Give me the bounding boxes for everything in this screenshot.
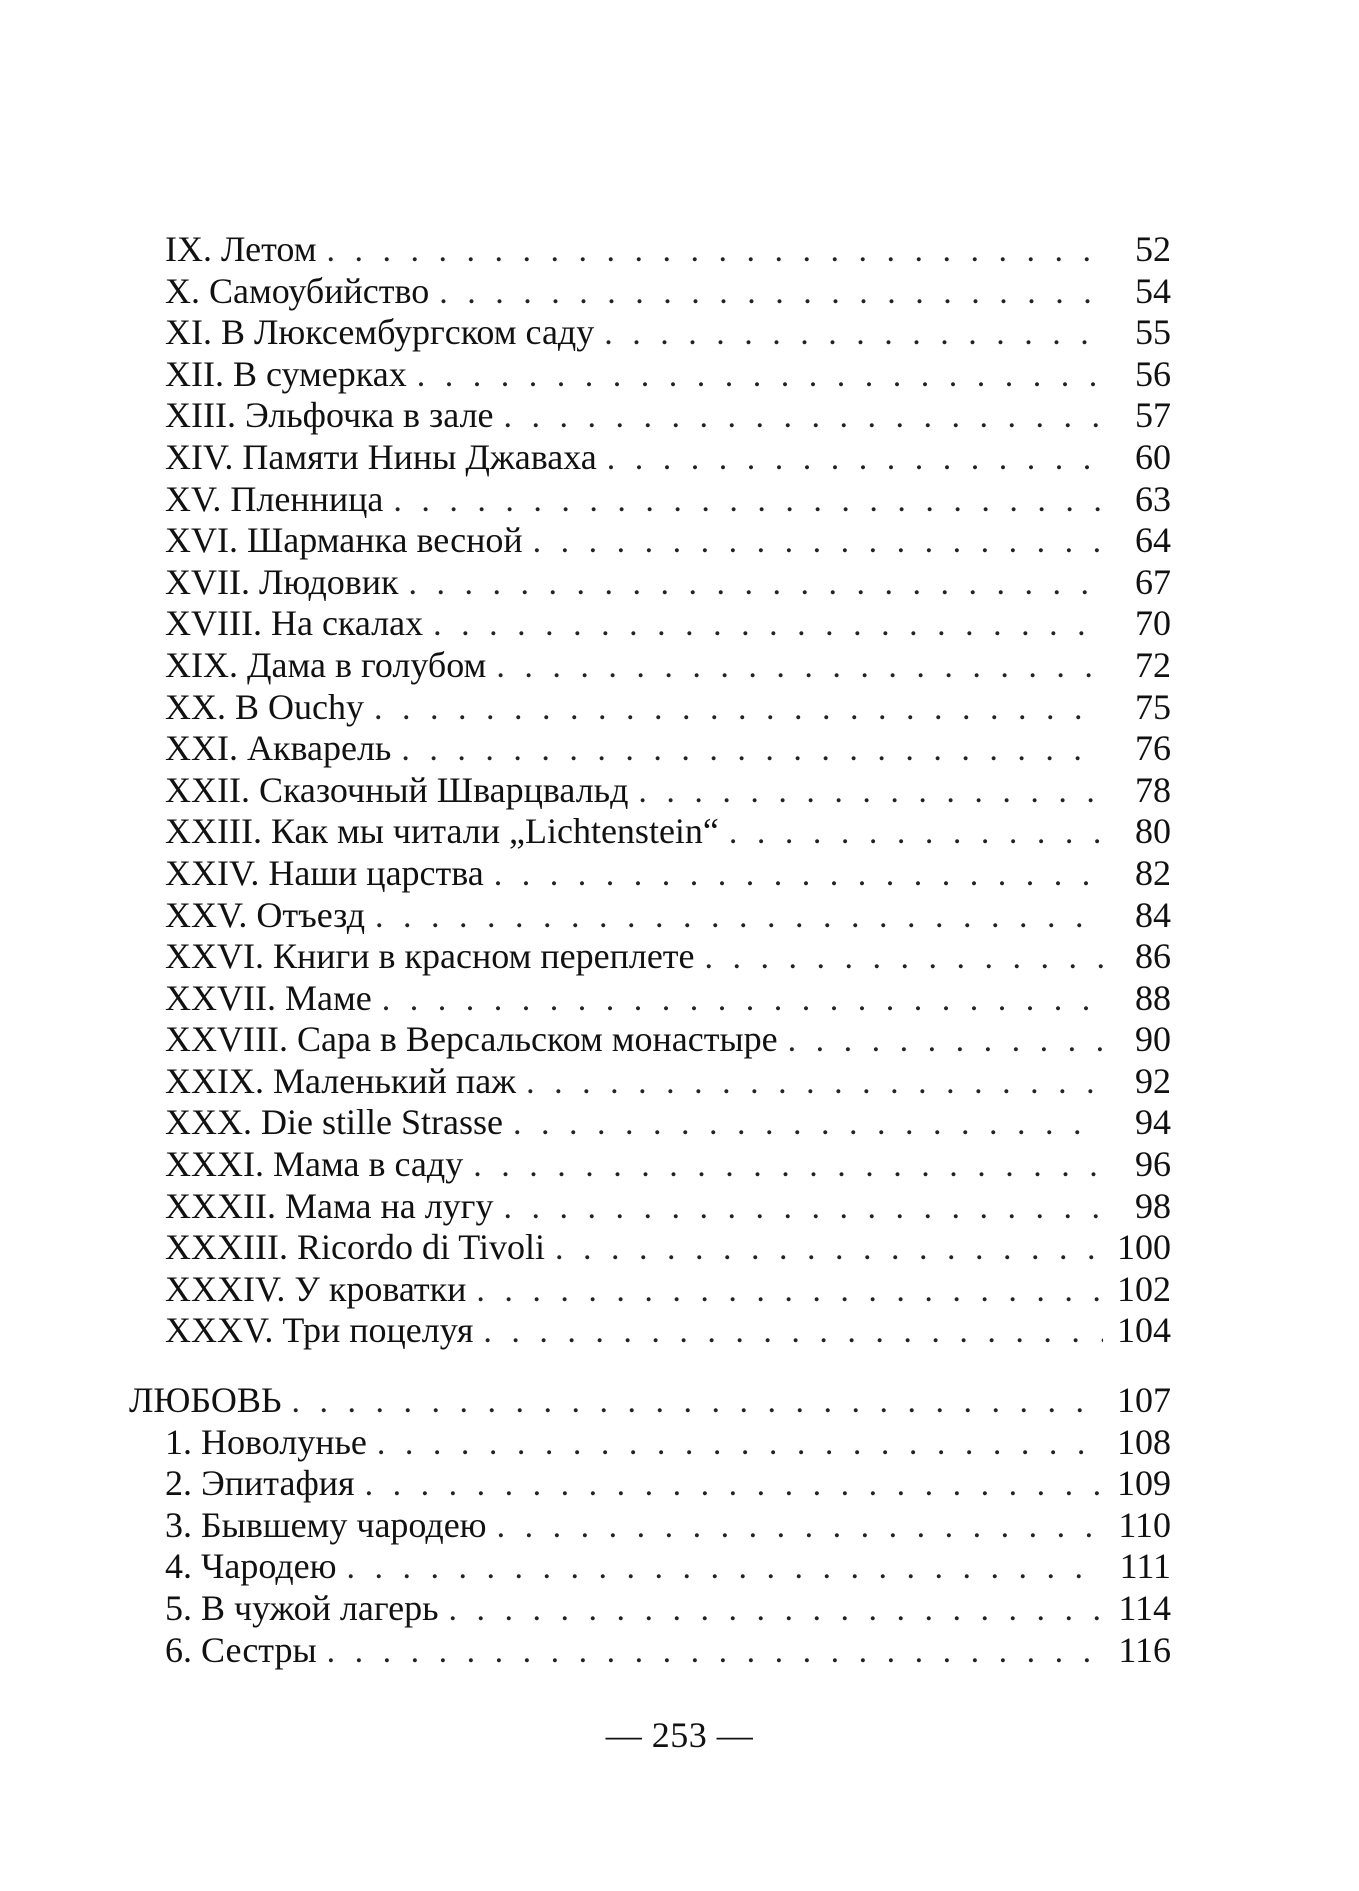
toc-dot-leader: [473, 1145, 1103, 1187]
toc-dot-leader: [347, 1547, 1103, 1589]
toc-dot-leader: [417, 355, 1103, 397]
toc-entry-page: 102: [1117, 1268, 1171, 1309]
toc-entry-title: 4. Чародею: [165, 1546, 337, 1587]
toc-dot-leader: [555, 1228, 1103, 1270]
toc-entry-page: 109: [1117, 1463, 1171, 1504]
toc-entry-page: 114: [1118, 1588, 1171, 1628]
toc-entry: [165, 395, 1171, 437]
toc-entry-page: 108: [1117, 1421, 1171, 1462]
toc-entry: [165, 354, 1171, 396]
toc-entry-title: XIX. Дама в голубом: [165, 644, 487, 685]
toc-entry-title: XXXIII. Ricordo di Tivoli: [165, 1227, 546, 1268]
toc-entry: [165, 978, 1171, 1020]
toc-entry-page: 82: [1135, 852, 1171, 893]
toc-entry-page: 55: [1135, 312, 1171, 353]
toc-dot-leader: [705, 937, 1103, 979]
toc-entry-title: XXII. Сказочный Шварцвальд: [165, 769, 629, 810]
toc-dot-leader: [374, 688, 1103, 730]
toc-dot-leader: [476, 1270, 1103, 1312]
toc-entry: [165, 1269, 1171, 1311]
toc-entry: [165, 811, 1171, 853]
toc-entry-page: 84: [1135, 894, 1171, 935]
toc-entry: [165, 1630, 1171, 1672]
table-of-contents: [129, 229, 1171, 1671]
toc-entry-title: XXX. Die stille Strasse: [165, 1102, 503, 1143]
toc-entry: [165, 1422, 1171, 1464]
toc-entry: [165, 1463, 1171, 1505]
toc-entry: [165, 1310, 1171, 1352]
toc-entry: [165, 520, 1171, 562]
toc-chapter-list: [165, 229, 1171, 1352]
toc-dot-leader: [607, 438, 1103, 480]
toc-dot-leader: [401, 729, 1103, 771]
toc-entry-page: 90: [1135, 1019, 1171, 1060]
toc-entry-title: XXIX. Маленький паж: [165, 1060, 517, 1101]
toc-dot-leader: [526, 1062, 1103, 1104]
toc-entry-page: 100: [1117, 1227, 1171, 1268]
toc-entry: [165, 895, 1171, 937]
toc-entry-title: 2. Эпитафия: [165, 1463, 355, 1504]
toc-entry-page: 60: [1135, 436, 1171, 477]
toc-entry-page: 96: [1135, 1144, 1171, 1185]
toc-entry: [165, 1588, 1171, 1630]
toc-entry: [165, 853, 1171, 895]
toc-entry-title: XXVIII. Сара в Версальском монастыре: [165, 1019, 778, 1060]
page-number: — 253 —: [605, 1715, 754, 1755]
toc-entry-title: XVIII. На скалах: [165, 603, 424, 644]
toc-entry-title: XVI. Шарманка весной: [165, 520, 523, 561]
toc-entry-page: 104: [1117, 1310, 1171, 1351]
toc-entry: [165, 437, 1171, 479]
toc-entry: [165, 936, 1171, 978]
toc-entry: [165, 603, 1171, 645]
toc-entry: [165, 1227, 1171, 1269]
toc-entry: [165, 1102, 1171, 1144]
toc-dot-leader: [513, 1103, 1103, 1145]
toc-dot-leader: [365, 1464, 1103, 1506]
toc-entry-page: 111: [1119, 1546, 1171, 1587]
toc-poem-list: [165, 1422, 1171, 1672]
toc-entry-title: XXI. Акварель: [165, 728, 392, 769]
toc-entry-title: XXIV. Наши царства: [165, 852, 484, 893]
toc-entry-page: 76: [1135, 728, 1171, 769]
toc-section-heading: [129, 1380, 1171, 1422]
toc-entry-page: 52: [1135, 229, 1171, 269]
toc-entry-title: XIV. Памяти Нины Джаваха: [165, 436, 597, 477]
toc-entry-page: 92: [1135, 1060, 1171, 1101]
toc-entry-title: XXXI. Мама в саду: [165, 1144, 464, 1185]
toc-dot-leader: [483, 1311, 1103, 1353]
toc-dot-leader: [393, 480, 1103, 522]
toc-dot-leader: [377, 1423, 1103, 1465]
toc-entry-title: XVII. Людовик: [165, 561, 399, 602]
toc-entry-page: 67: [1135, 561, 1171, 602]
toc-section-page: 107: [1117, 1380, 1171, 1421]
toc-entry-title: XX. В Ouchy: [165, 686, 364, 727]
toc-entry: [165, 1546, 1171, 1588]
toc-entry-page: 75: [1135, 686, 1171, 727]
toc-entry: [165, 312, 1171, 354]
toc-dot-leader: [494, 854, 1103, 896]
toc-dot-leader: [292, 1381, 1103, 1423]
toc-entry-page: 72: [1135, 644, 1171, 685]
toc-entry-page: 54: [1135, 270, 1171, 311]
toc-dot-leader: [604, 313, 1103, 355]
toc-dot-leader: [788, 1020, 1103, 1062]
toc-entry: [165, 1061, 1171, 1103]
toc-section-title: ЛЮБОВЬ: [129, 1380, 282, 1421]
toc-entry-title: XIII. Эльфочка в зале: [165, 395, 494, 436]
toc-entry-title: X. Самоубийство: [165, 270, 430, 311]
toc-entry-title: 5. В чужой лагерь: [165, 1588, 439, 1628]
toc-entry-title: 3. Бывшему чародею: [165, 1504, 487, 1545]
toc-dot-leader: [504, 396, 1103, 438]
toc-entry: [165, 687, 1171, 729]
toc-entry-title: XXVI. Книги в красном переплете: [165, 936, 695, 977]
toc-entry: [165, 479, 1171, 521]
section-gap: [165, 1352, 1171, 1380]
toc-dot-leader: [496, 646, 1103, 688]
toc-entry-title: XV. Пленница: [165, 478, 384, 519]
toc-dot-leader: [503, 1187, 1103, 1229]
toc-dot-leader: [327, 230, 1104, 272]
toc-dot-leader: [729, 812, 1103, 854]
toc-entry: [165, 645, 1171, 687]
toc-entry: [165, 1505, 1171, 1547]
toc-entry: [165, 562, 1171, 604]
toc-entry-page: 57: [1135, 395, 1171, 436]
toc-entry-title: 1. Новолунье: [165, 1421, 367, 1462]
toc-entry: [165, 229, 1171, 271]
toc-entry-page: 110: [1118, 1504, 1171, 1545]
toc-entry-page: 98: [1135, 1185, 1171, 1226]
toc-dot-leader: [375, 896, 1103, 938]
toc-entry-page: 88: [1135, 977, 1171, 1018]
toc-entry: [165, 271, 1171, 313]
toc-entry: [165, 728, 1171, 770]
toc-entry-page: 116: [1118, 1629, 1171, 1670]
toc-dot-leader: [409, 563, 1103, 605]
toc-entry: [165, 770, 1171, 812]
toc-dot-leader: [327, 1631, 1103, 1673]
toc-entry-page: 86: [1135, 936, 1171, 977]
toc-entry-title: XXV. Отъезд: [165, 894, 366, 935]
toc-entry-page: 94: [1135, 1102, 1171, 1143]
toc-dot-leader: [449, 1589, 1103, 1631]
toc-entry-title: XII. В сумерках: [165, 353, 407, 394]
toc-entry-title: XXXIV. У кроватки: [165, 1268, 467, 1309]
toc-dot-leader: [497, 1506, 1103, 1548]
toc-entry-title: XI. В Люксембургском саду: [165, 312, 595, 353]
toc-entry-page: 56: [1135, 353, 1171, 394]
toc-entry-title: XXVII. Маме: [165, 977, 372, 1018]
toc-entry-page: 64: [1135, 520, 1171, 561]
toc-entry-page: 70: [1135, 603, 1171, 644]
toc-dot-leader: [439, 272, 1103, 314]
toc-entry: [165, 1019, 1171, 1061]
toc-entry-title: XXIII. Как мы читали „Lichtenstein“: [165, 811, 719, 852]
toc-entry-page: 63: [1135, 478, 1171, 519]
toc-entry-title: XXXV. Три поцелуя: [165, 1310, 474, 1351]
toc-entry-title: 6. Сестры: [165, 1629, 317, 1670]
toc-entry-page: 78: [1135, 769, 1171, 810]
toc-entry: [165, 1144, 1171, 1186]
toc-entry-title: IX. Летом: [165, 229, 317, 269]
toc-dot-leader: [433, 604, 1103, 646]
toc-dot-leader: [533, 521, 1103, 563]
toc-entry-page: 80: [1135, 811, 1171, 852]
toc-dot-leader: [638, 771, 1103, 813]
toc-entry-title: XXXII. Мама на лугу: [165, 1185, 494, 1226]
toc-dot-leader: [382, 979, 1103, 1021]
toc-entry: [165, 1186, 1171, 1228]
